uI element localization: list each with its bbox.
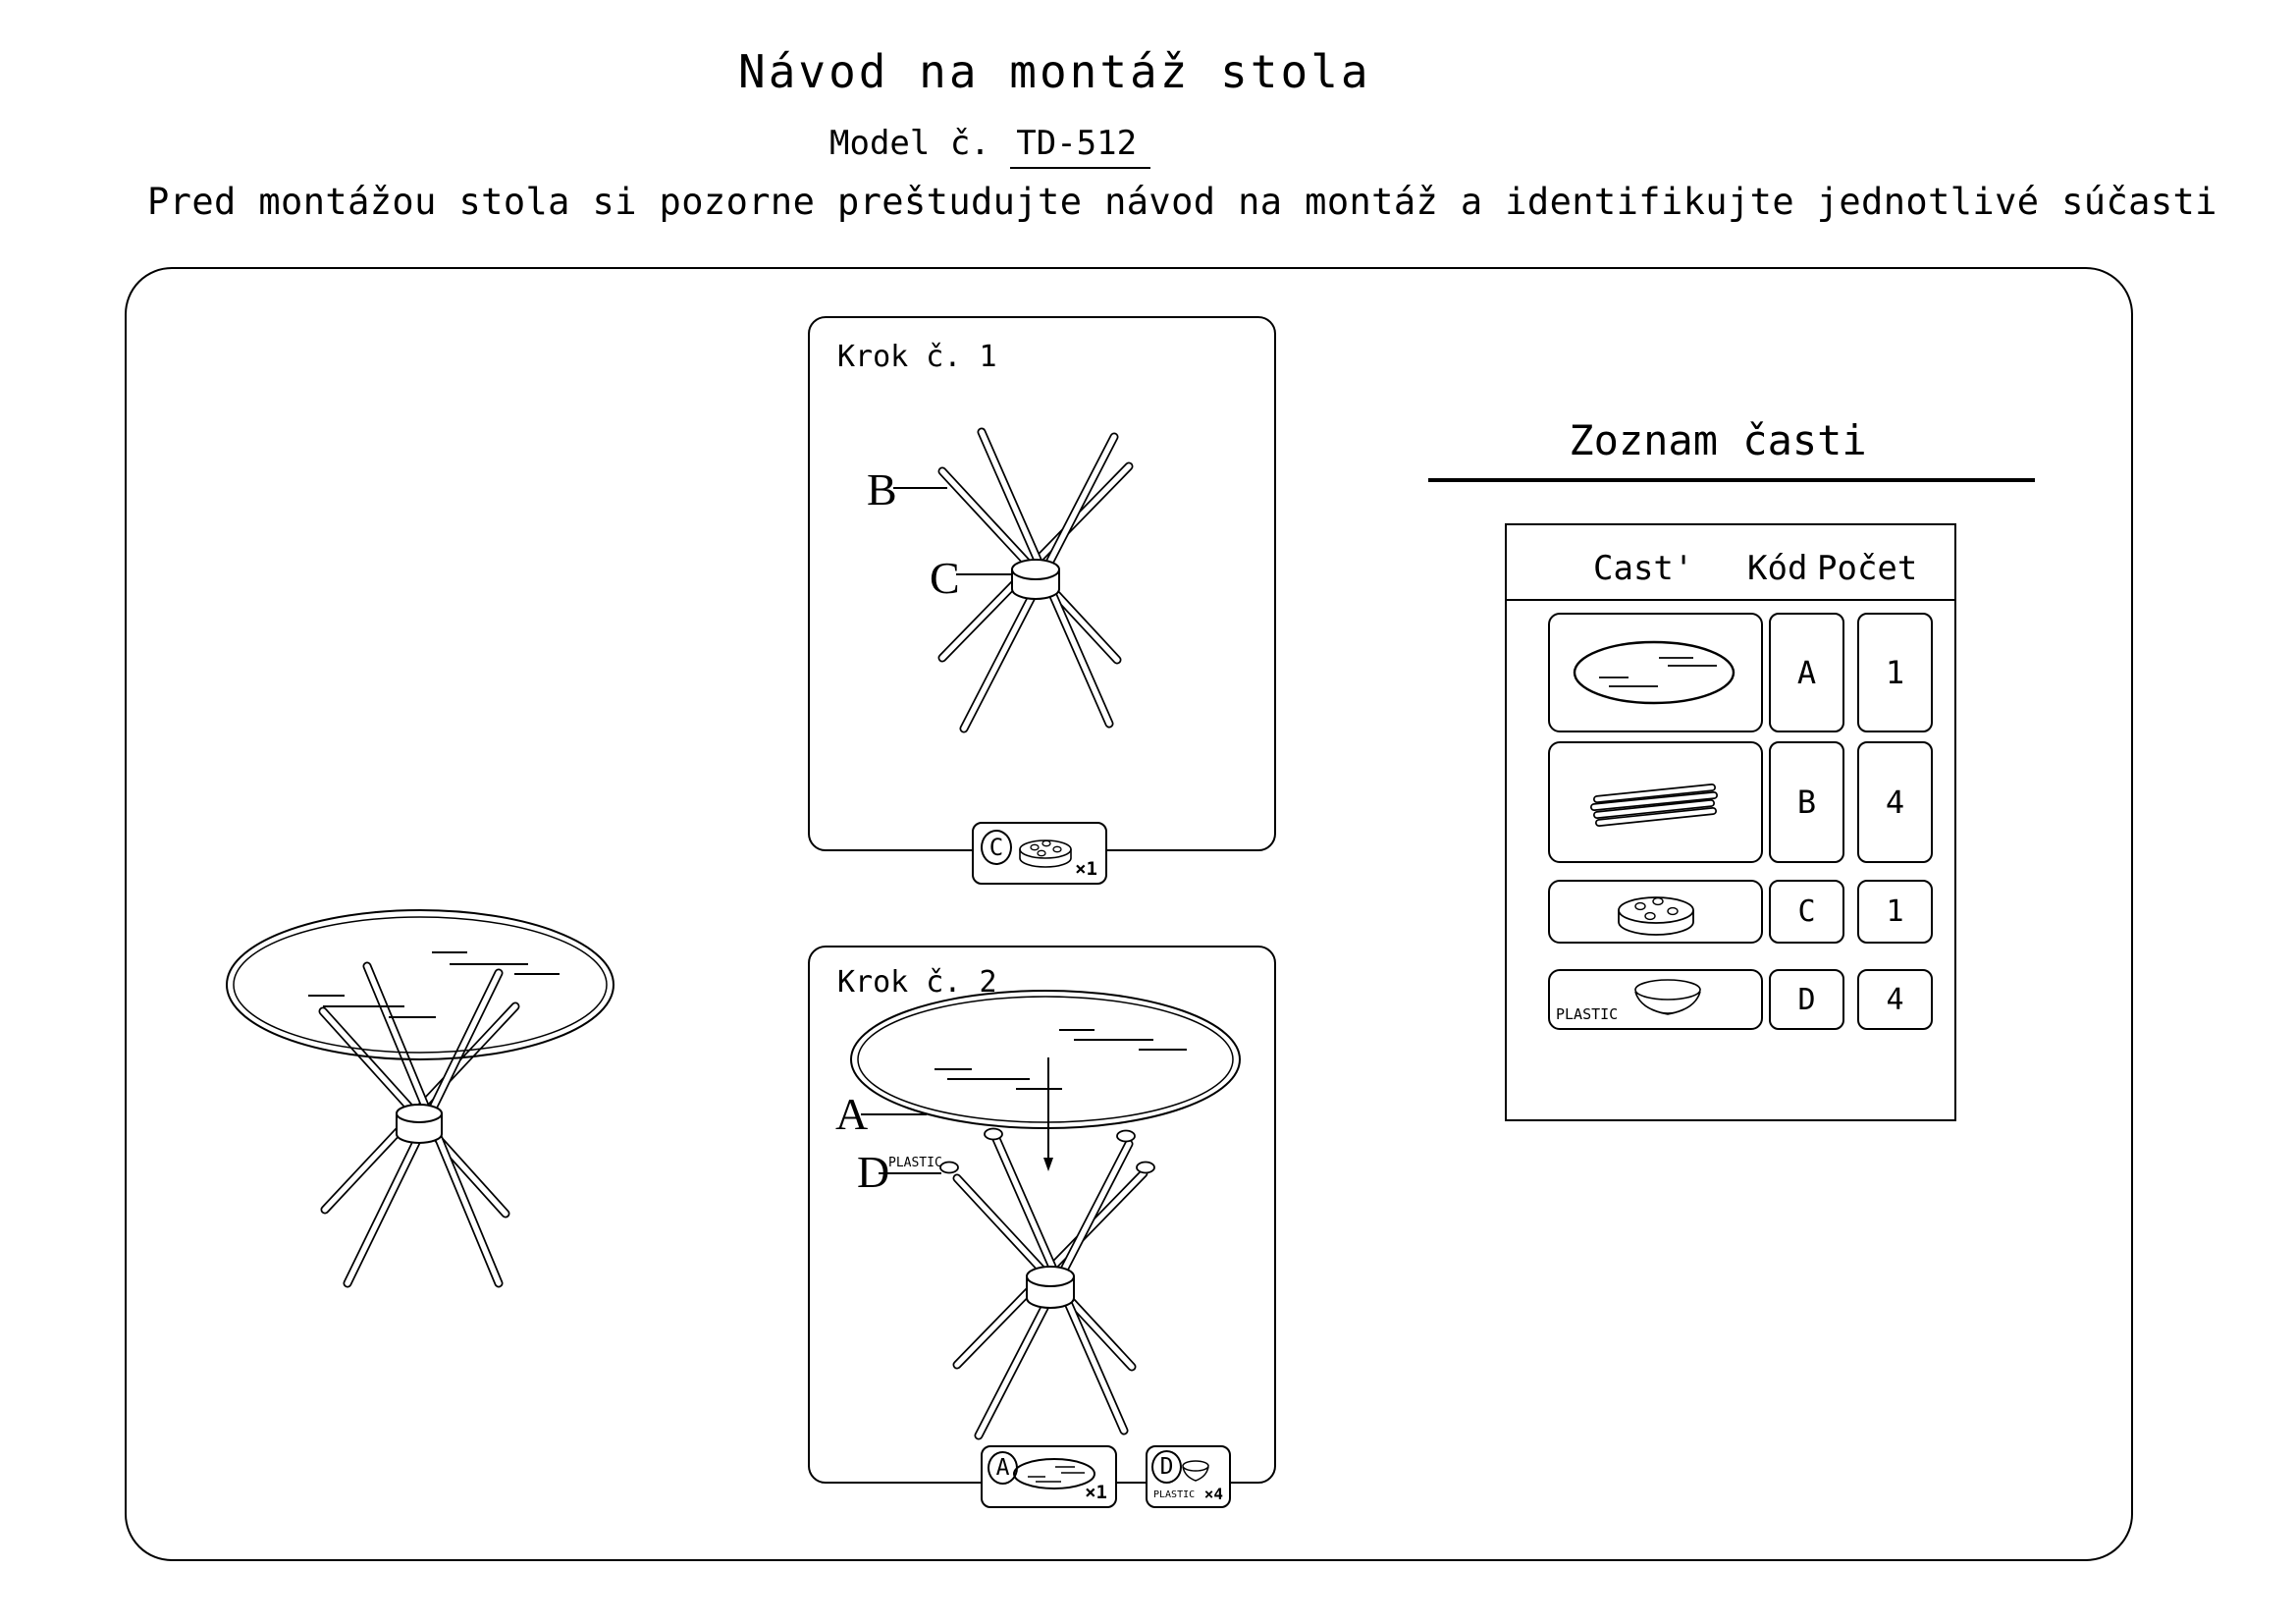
badge-code-circle	[1151, 1450, 1182, 1484]
step2-panel	[808, 946, 1276, 1503]
part-cell-hub	[1548, 880, 1763, 944]
parts-table-header	[1507, 525, 1954, 601]
col-code-header: Kód	[1747, 549, 1808, 588]
step1-panel	[808, 316, 1276, 880]
part-code: D	[1797, 982, 1816, 1017]
callout-d: D	[857, 1147, 890, 1197]
parts-list-title: Zoznam časti	[1569, 416, 1867, 464]
glass-reflections	[308, 952, 560, 1017]
step2-badge-d	[1146, 1445, 1231, 1508]
badge-code: C	[988, 834, 1004, 861]
table-top-part-icon	[1558, 619, 1754, 727]
badge-code: D	[1159, 1454, 1174, 1480]
table-top-ellipse	[227, 910, 614, 1059]
code-cell	[1769, 969, 1844, 1030]
step1-part-badge	[972, 822, 1107, 885]
callout-a: A	[835, 1089, 869, 1139]
col-qty-header: Počet	[1817, 549, 1918, 588]
page-title: Návod na montáž stola	[738, 45, 1371, 98]
center-axis-arrow	[1016, 1057, 1062, 1171]
code-cell	[1769, 880, 1844, 944]
badge-code-circle	[981, 830, 1012, 865]
step1-figure	[810, 318, 1274, 849]
plastic-label: PLASTIC	[888, 1156, 942, 1170]
part-qty: 1	[1886, 894, 1904, 929]
hub-part-icon	[1558, 885, 1754, 940]
parts-table	[1505, 523, 1956, 1121]
model-line	[829, 124, 1150, 163]
parts-list-underline	[1428, 478, 2035, 482]
legs-part-icon	[1558, 747, 1754, 857]
callout-b: B	[867, 464, 897, 514]
step1-hub	[1012, 560, 1059, 599]
part-code: B	[1796, 784, 1817, 821]
step2-reflections	[934, 1030, 1187, 1079]
hub-thumb-icon	[1013, 830, 1078, 873]
model-number: TD-512	[1010, 124, 1150, 169]
qty-cell	[1857, 613, 1933, 732]
step1-label: Krok č. 1	[837, 340, 997, 374]
part-cell-plastic-foot	[1548, 969, 1763, 1030]
qty-cell	[1857, 880, 1933, 944]
part-cell-legs	[1548, 741, 1763, 863]
step2-figure	[810, 947, 1274, 1482]
code-cell	[1769, 613, 1844, 732]
part-code: C	[1797, 894, 1816, 929]
step2-label: Krok č. 2	[837, 965, 997, 1000]
code-cell	[1769, 741, 1844, 863]
part-qty: 1	[1885, 654, 1905, 691]
step2-badge-a	[981, 1445, 1117, 1508]
qty-cell	[1857, 741, 1933, 863]
part-material-label: PLASTIC	[1556, 1005, 1619, 1023]
step2-hub	[1027, 1267, 1074, 1308]
badge-qty: ×1	[1085, 1482, 1107, 1503]
badge-code: A	[995, 1455, 1010, 1481]
part-qty: 4	[1886, 982, 1904, 1017]
col-part-header: Cast'	[1593, 549, 1694, 588]
qty-cell	[1857, 969, 1933, 1030]
instruction-line: Pred montážou stola si pozorne preštudujte návod na montáž a identifikujte jednotlivé súčasti	[147, 181, 2217, 223]
badge-qty: ×1	[1075, 858, 1097, 880]
part-code: A	[1796, 654, 1817, 691]
hub-connector	[397, 1105, 442, 1143]
part-qty: 4	[1885, 784, 1905, 821]
step2-table-top	[851, 991, 1240, 1128]
assembled-table-figure	[157, 898, 687, 1291]
callout-c: C	[930, 553, 960, 603]
badge-qty: ×4	[1203, 1485, 1223, 1503]
badge-material: PLASTIC	[1153, 1489, 1196, 1500]
part-cell-table-top	[1548, 613, 1763, 732]
model-label: Model č.	[829, 124, 990, 163]
foot-thumb-icon	[1179, 1455, 1212, 1489]
